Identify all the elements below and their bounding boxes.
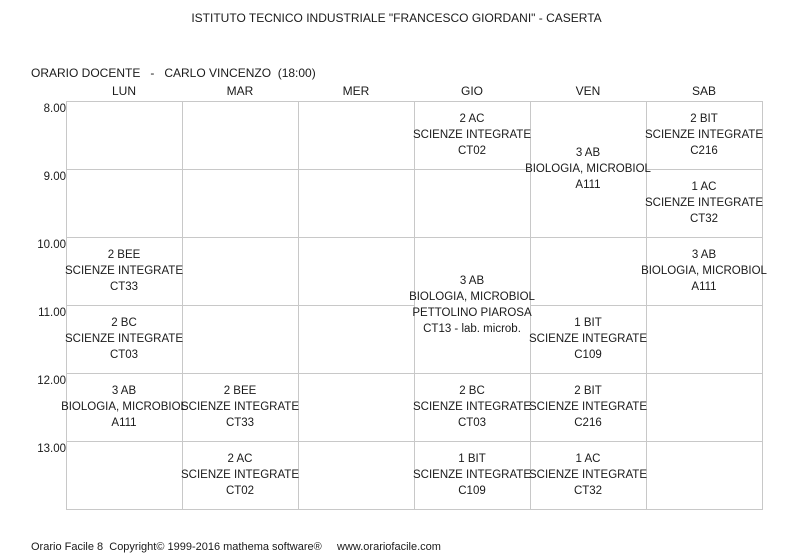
- footer-copyright: Orario Facile 8 Copyright© 1999-2016 mathema software® www.orariofacile.com: [31, 541, 441, 553]
- lesson-gio-10: [409, 237, 535, 373]
- lesson-class: 2 BC: [111, 317, 137, 329]
- day-header-mar: MAR: [226, 84, 254, 98]
- lesson-room: CT33: [225, 417, 255, 429]
- grid-hline: [66, 169, 531, 170]
- lesson-ven-8: [525, 101, 651, 237]
- lesson-room: C109: [458, 485, 486, 497]
- lesson-mar-13: [182, 441, 298, 509]
- lesson-room: A111: [575, 179, 601, 191]
- lesson-gio-13: [414, 441, 530, 509]
- hour-label-13: 13.00: [37, 443, 66, 455]
- lesson-room: CT02: [457, 145, 487, 157]
- lesson-subject: BIOLOGIA, MICROBIOL: [409, 291, 535, 303]
- lesson-subject: SCIENZE INTEGRATE: [181, 469, 299, 481]
- lesson-sab-8: [646, 101, 762, 169]
- lesson-mar-12: [182, 373, 298, 441]
- lesson-gio-8: [414, 101, 530, 169]
- hour-label-12: 12.00: [37, 375, 66, 387]
- lesson-room: CT32: [689, 213, 719, 225]
- hour-label-10: 10.00: [37, 239, 66, 251]
- lesson-subject: SCIENZE INTEGRATE: [645, 129, 763, 141]
- lesson-subject: SCIENZE INTEGRATE: [529, 401, 647, 413]
- lesson-subject: SCIENZE INTEGRATE: [413, 129, 531, 141]
- lesson-subject: BIOLOGIA, MICROBIOL: [61, 401, 187, 413]
- lesson-room: C216: [690, 145, 718, 157]
- hour-label-9: 9.00: [43, 171, 66, 183]
- lesson-lun-12: [61, 373, 187, 441]
- grid-hline: [66, 509, 763, 510]
- lesson-sab-9: [646, 169, 762, 237]
- lesson-subject: SCIENZE INTEGRATE: [181, 401, 299, 413]
- day-header-ven: VEN: [575, 84, 601, 98]
- lesson-teacher: PETTOLINO PIAROSA: [412, 307, 532, 319]
- lesson-lun-10: [66, 237, 182, 305]
- lesson-class: 2 BEE: [223, 385, 257, 397]
- lesson-class: 1 BIT: [458, 453, 486, 465]
- lesson-gio-12: [414, 373, 530, 441]
- lesson-class: 1 AC: [575, 453, 601, 465]
- lesson-room: CT33: [109, 281, 139, 293]
- lesson-room: CT03: [109, 349, 139, 361]
- lesson-subject: SCIENZE INTEGRATE: [413, 469, 531, 481]
- lesson-room: CT32: [573, 485, 603, 497]
- day-header-mer: MER: [342, 84, 370, 98]
- lesson-room: CT03: [457, 417, 487, 429]
- lesson-class: 2 AC: [227, 453, 253, 465]
- lesson-room: C216: [574, 417, 602, 429]
- lesson-class: 2 BIT: [574, 385, 602, 397]
- day-header-gio: GIO: [460, 84, 483, 98]
- lesson-lun-11: [66, 305, 182, 373]
- teacher-line: ORARIO DOCENTE - CARLO VINCENZO (18:00): [31, 66, 316, 80]
- lesson-subject: SCIENZE INTEGRATE: [65, 265, 183, 277]
- hour-label-8: 8.00: [43, 103, 66, 115]
- lesson-sab-10: [641, 237, 767, 305]
- lesson-ven-13: [530, 441, 646, 509]
- lesson-subject: SCIENZE INTEGRATE: [529, 333, 647, 345]
- lesson-room: A111: [691, 281, 717, 293]
- lesson-class: 3 AB: [111, 385, 137, 397]
- lesson-class: 2 BC: [459, 385, 485, 397]
- lesson-subject: BIOLOGIA, MICROBIOL: [641, 265, 767, 277]
- lesson-room: A111: [111, 417, 137, 429]
- lesson-subject: SCIENZE INTEGRATE: [413, 401, 531, 413]
- lesson-room: CT02: [225, 485, 255, 497]
- lesson-class: 2 BIT: [690, 113, 718, 125]
- day-header-lun: LUN: [111, 84, 136, 98]
- lesson-subject: BIOLOGIA, MICROBIOL: [525, 163, 651, 175]
- lesson-room: C109: [574, 349, 602, 361]
- lesson-room: CT13 - lab. microb.: [423, 323, 521, 335]
- lesson-class: 3 AB: [459, 275, 485, 287]
- hour-label-11: 11.00: [38, 307, 66, 319]
- lesson-subject: SCIENZE INTEGRATE: [529, 469, 647, 481]
- lesson-ven-11: [530, 305, 646, 373]
- lesson-subject: SCIENZE INTEGRATE: [645, 197, 763, 209]
- lesson-class: 2 BEE: [107, 249, 141, 261]
- lesson-subject: SCIENZE INTEGRATE: [65, 333, 183, 345]
- lesson-class: 2 AC: [459, 113, 485, 125]
- school-title: ISTITUTO TECNICO INDUSTRIALE "FRANCESCO GIORDANI" - CASERTA: [191, 11, 602, 25]
- day-header-sab: SAB: [691, 84, 716, 98]
- lesson-ven-12: [530, 373, 646, 441]
- lesson-class: 1 BIT: [574, 317, 602, 329]
- lesson-class: 1 AC: [691, 181, 717, 193]
- lesson-class: 3 AB: [575, 147, 601, 159]
- lesson-class: 3 AB: [691, 249, 717, 261]
